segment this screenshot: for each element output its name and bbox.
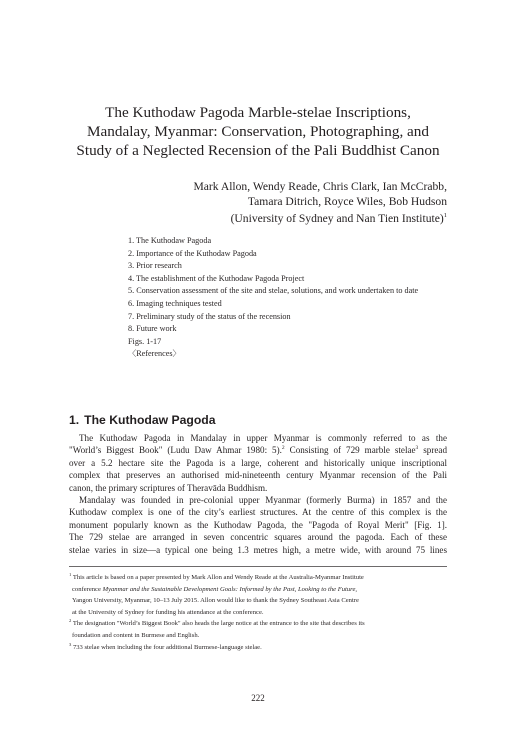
text-run: spread [418, 445, 447, 456]
affiliation-text: (University of Sydney and Nan Tien Institute) [230, 211, 444, 225]
page-number: 222 [251, 693, 265, 703]
footnote-text: The designation "World’s Biggest Book" also heads the large notice at the entrance to the site that describes its [72, 620, 365, 628]
toc-item: 3. Prior research [128, 261, 182, 271]
title-line: Study of a Neglected Recension of the Pali Buddhist Canon [76, 142, 440, 159]
footnote-divider [69, 566, 447, 567]
text-line: monument popularly known as the Kuthodaw Pagoda, the "Pagoda of Royal Merit" [Fig. 1]. [69, 519, 447, 530]
affiliation-line [127, 209, 447, 226]
table-of-contents [128, 235, 458, 361]
footnote-italic-title: Myanmar and the Sustainable Development Goals: Informed by the Past, Looking to the Future [102, 585, 356, 593]
footnote-number: 3 [69, 641, 72, 647]
footnote-line: foundation and content in Burmese and English. [72, 631, 200, 639]
text-line: complex that preserves an authorised mid-nineteenth century Myanmar recension of the Pali [69, 470, 447, 481]
footnote-marker: 3 [415, 445, 419, 452]
text-line: The Kuthodaw Pagoda in Mandalay in upper Myanmar is commonly referred to as the [79, 433, 447, 443]
footnote-text: This article is based on a paper presented by Mark Allon and Wendy Reade at the Australia-Myanmar Institute [72, 574, 364, 581]
footnote-line [69, 642, 447, 654]
footnote-line: Yangon University, Myanmar, 10–13 July 2015. Allon would like to thank the Sydney Southeast Asia Centre [72, 597, 359, 605]
author-block [127, 180, 447, 226]
toc-item: Figs. 1-17 [128, 336, 162, 346]
body-text [69, 432, 447, 556]
text-run: "World’s Biggest Book" (Ludu Daw Ahmar 1980: 5). [69, 445, 282, 456]
toc-item: 7. Preliminary study of the status of the recension [128, 311, 291, 321]
footnote-number: 2 [69, 618, 72, 624]
toc-item: 5. Conservation assessment of the site and stelae, solutions, and work undertaken to date [128, 286, 419, 296]
paragraph [69, 432, 447, 494]
footnote-line [69, 618, 447, 630]
author-line: Tamara Ditrich, Royce Wiles, Bob Hudson [247, 194, 447, 208]
toc-item: 6. Imaging techniques tested [128, 298, 222, 308]
text-run: Consisting of 729 marble stelae [284, 445, 416, 456]
text-line: Mandalay was founded in pre-colonial upper Myanmar (formerly Burma) in 1857 and the [79, 495, 447, 506]
paragraph [69, 494, 447, 556]
title-line: Mandalay, Myanmar: Conservation, Photographing, and [87, 123, 429, 140]
text-line [69, 444, 447, 456]
toc-item: 2. Importance of the Kuthodaw Pagoda [128, 248, 257, 258]
footnote-marker: 1 [443, 212, 447, 219]
toc-item: 8. Future work [128, 324, 177, 334]
author-line: Mark Allon, Wendy Reade, Chris Clark, Ian McCrabb, [193, 180, 447, 193]
text-line: Kuthodaw complex is one of the city’s earliest structures. At the centre of this complex is the [69, 507, 447, 518]
footnote-line: at the University of Sydney for funding his attendance at the conference. [72, 608, 264, 616]
section-heading [69, 413, 216, 427]
footnote-line [69, 584, 447, 596]
paper-title [40, 103, 476, 160]
footnote-text: conference [72, 585, 103, 593]
footnote-text: , [355, 585, 358, 593]
section-number: 1. [69, 413, 80, 427]
footnotes [69, 572, 447, 653]
footnote-text: 733 stelae when including the four additional Burmese-language stelae. [72, 643, 262, 651]
text-line: stelae varies in size—a typical one being 1.3 metres high, a metre wide, with around 75 lines [69, 544, 447, 555]
footnote-number: 1 [69, 571, 72, 577]
footnote-marker: 2 [281, 445, 285, 452]
text-line: canon, the primary scriptures of Theravāda Buddhism. [69, 482, 268, 493]
toc-item: 1. The Kuthodaw Pagoda [128, 236, 212, 245]
toc-item: 〈References〉 [128, 349, 181, 359]
text-line: over a 5.2 hectare site the Pagoda is a large, coherent and historically unique inscriptional [69, 457, 447, 468]
toc-item: 4. The establishment of the Kuthodaw Pagoda Project [128, 273, 305, 283]
section-title: The Kuthodaw Pagoda [84, 413, 216, 427]
text-line: The 729 stelae are arranged in seven concentric squares around the pagoda. Each of these [69, 532, 447, 543]
footnote-line [69, 572, 447, 584]
title-line: The Kuthodaw Pagoda Marble-stelae Inscriptions, [105, 104, 411, 121]
